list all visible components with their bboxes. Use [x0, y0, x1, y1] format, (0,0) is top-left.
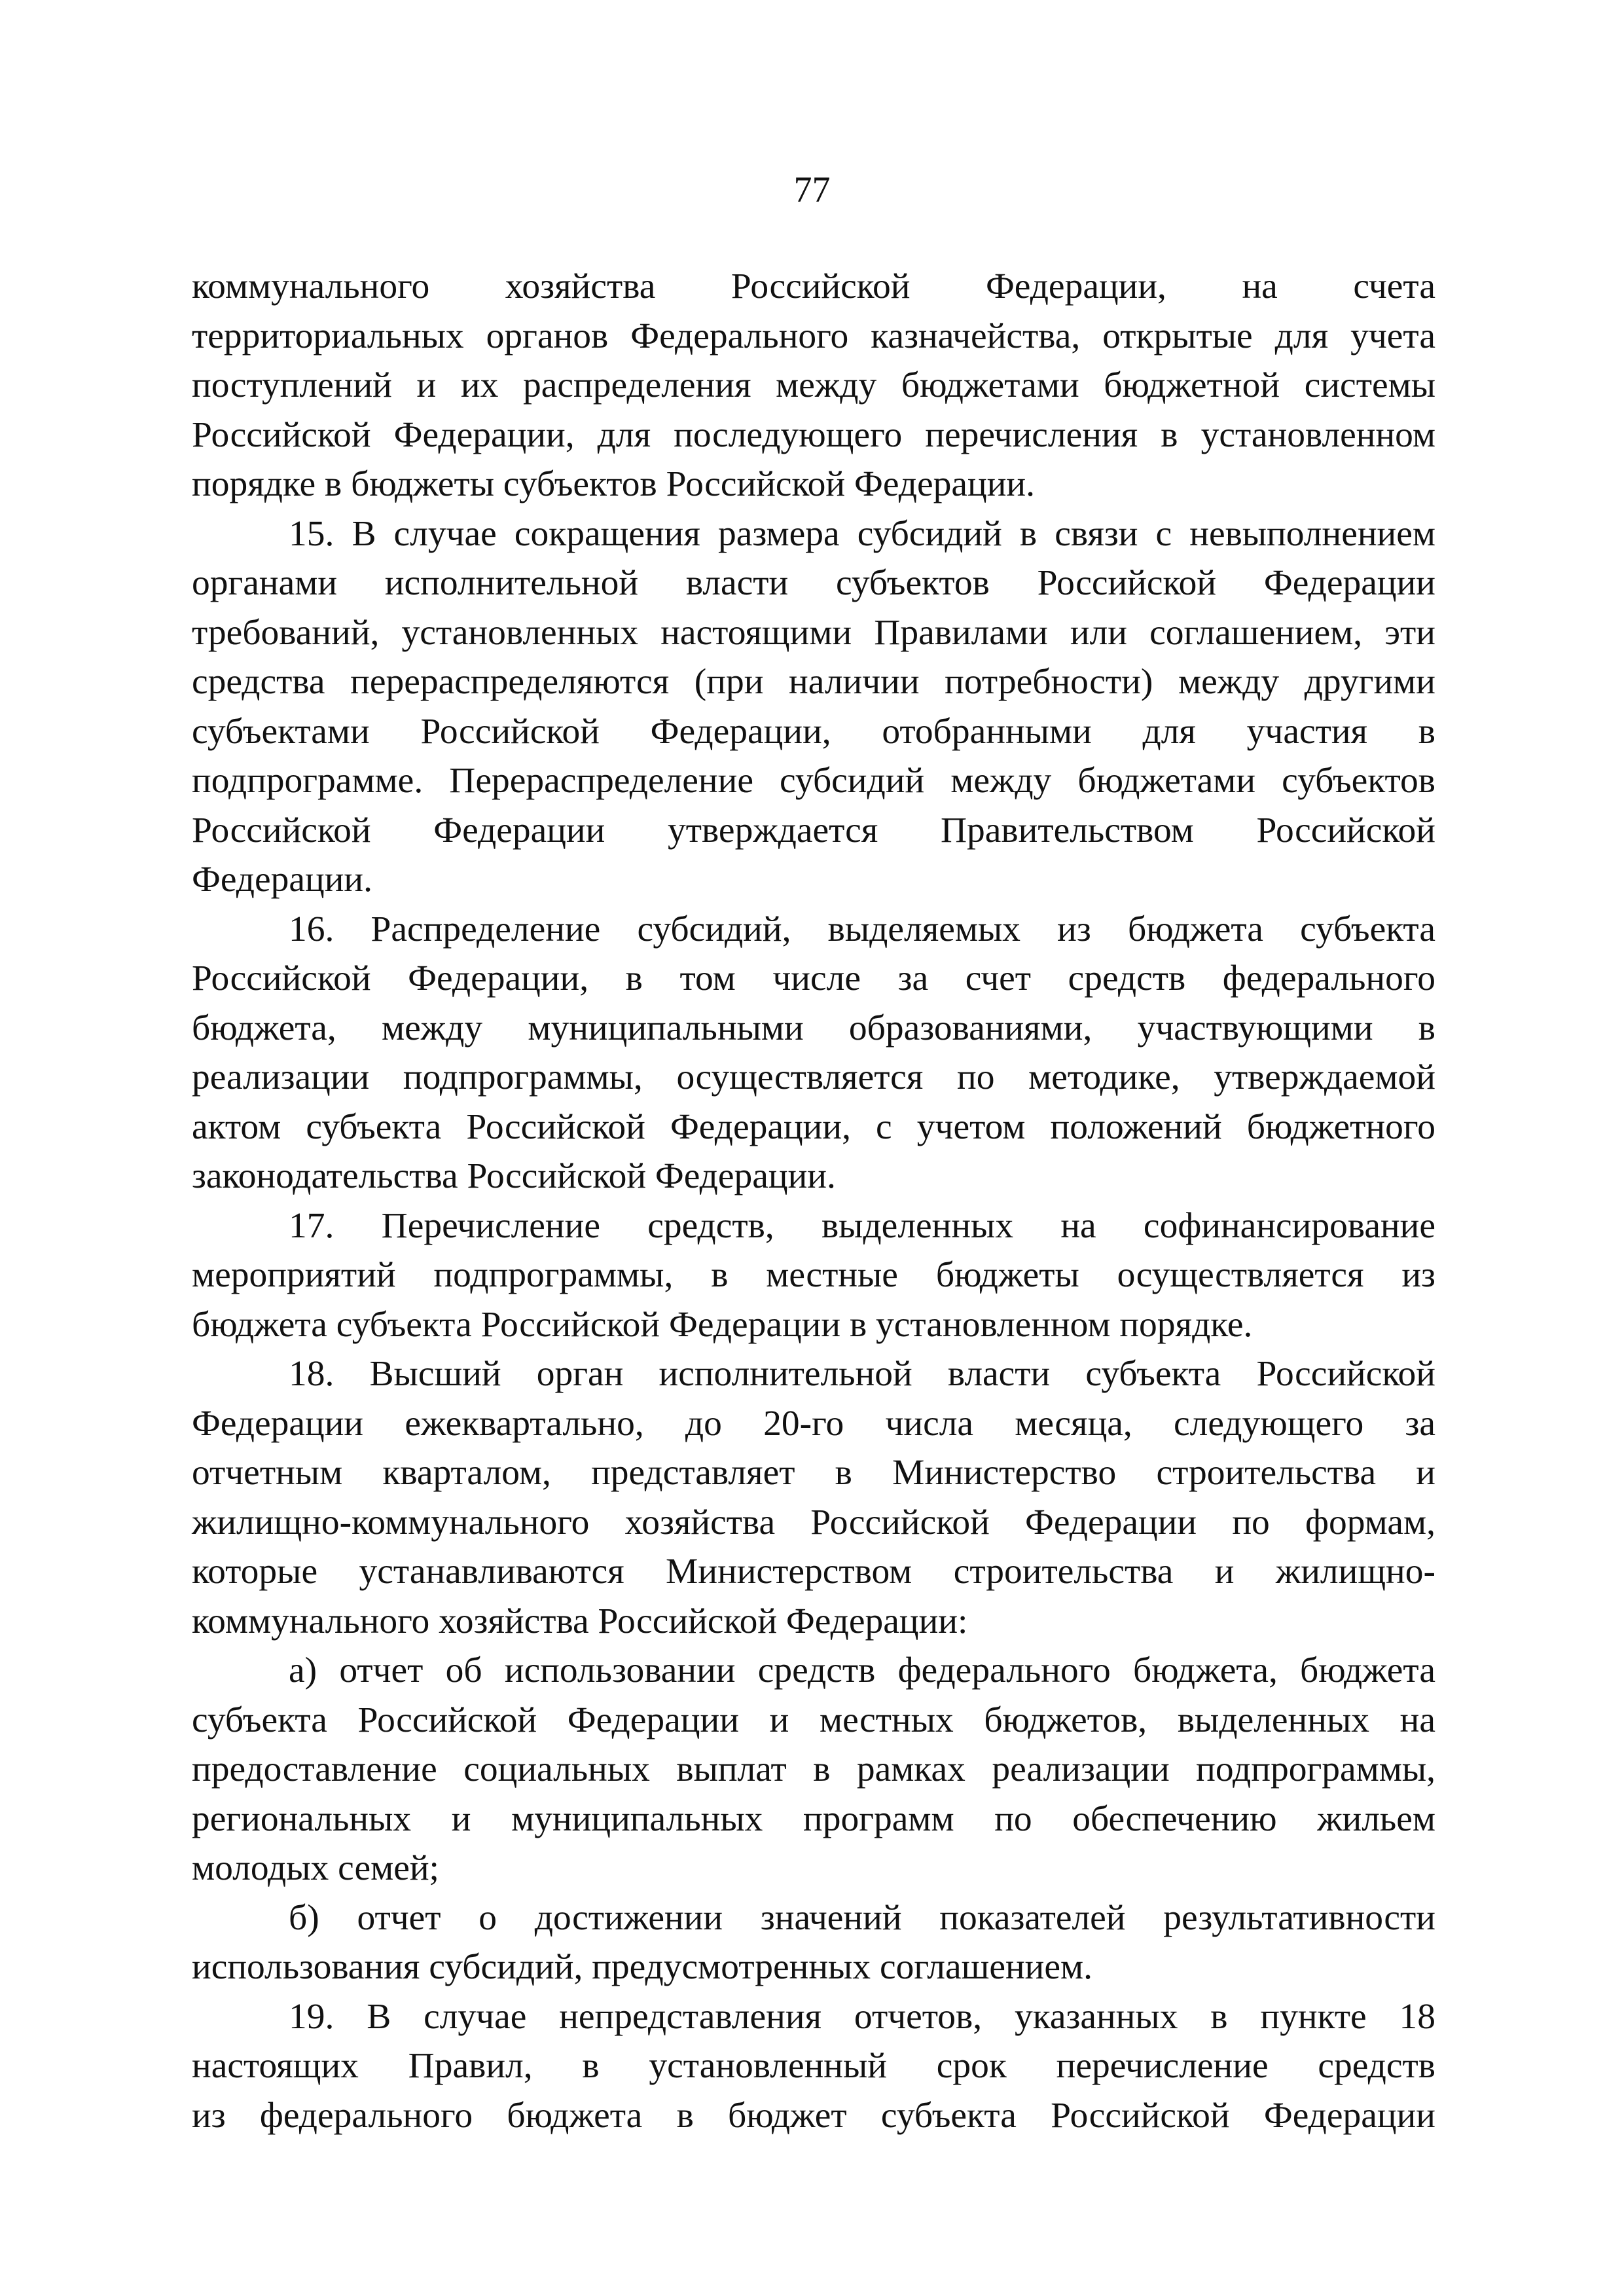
text-line: настоящих Правил, в установленный срок перечисление средств	[192, 2046, 1435, 2086]
text-line: 18. Высший орган исполнительной власти субъекта Российской	[289, 1354, 1435, 1394]
paragraph-continuation	[192, 262, 1435, 509]
text-line: территориальных органов Федерального казначейства, открытые для учета	[192, 316, 1435, 356]
paragraph-subitem-a	[192, 1646, 1435, 1893]
text-line: из федерального бюджета в бюджет субъекта Российской Федерации	[192, 2095, 1435, 2136]
paragraph-subitem-b	[192, 1893, 1435, 1992]
paragraph-item-15	[192, 509, 1435, 905]
text-line: Российской Федерации утверждается Правительством Российской	[192, 810, 1435, 850]
text-line: требований, установленных настоящими Правилами или соглашением, эти	[192, 612, 1435, 653]
text-line: жилищно-коммунального хозяйства Российской Федерации по формам,	[192, 1502, 1435, 1542]
paragraph-item-16	[192, 905, 1435, 1201]
text-line: подпрограмме. Перераспределение субсидий между бюджетами субъектов	[192, 761, 1435, 801]
text-line: законодательства Российской Федерации.	[192, 1156, 836, 1196]
text-line: Федерации.	[192, 860, 372, 900]
text-line: молодых семей;	[192, 1848, 439, 1888]
text-line: Российской Федерации, в том числе за счет средств федерального	[192, 958, 1435, 998]
paragraph-item-17	[192, 1201, 1435, 1350]
text-line: предоставление социальных выплат в рамках реализации подпрограммы,	[192, 1749, 1435, 1789]
text-line: региональных и муниципальных программ по обеспечению жильем	[192, 1798, 1435, 1839]
text-line: актом субъекта Российской Федерации, с учетом положений бюджетного	[192, 1106, 1435, 1147]
text-line: б) отчет о достижении значений показателей результативности	[289, 1897, 1435, 1938]
paragraph-item-19	[192, 1992, 1435, 2141]
text-line: субъектами Российской Федерации, отобранными для участия в	[192, 711, 1435, 752]
text-line: Российской Федерации, для последующего перечисления в установленном	[192, 414, 1435, 455]
text-line: 19. В случае непредставления отчетов, указанных в пункте 18	[289, 1996, 1435, 2037]
text-line: бюджета субъекта Российской Федерации в установленном порядке.	[192, 1304, 1253, 1345]
text-line: бюджета, между муниципальными образованиями, участвующими в	[192, 1008, 1435, 1048]
text-line: Федерации ежеквартально, до 20-го числа месяца, следующего за	[192, 1403, 1435, 1444]
text-line: коммунального хозяйства Российской Федерации, на счета	[192, 266, 1435, 306]
text-line: отчетным кварталом, представляет в Министерство строительства и	[192, 1453, 1435, 1493]
text-line: мероприятий подпрограммы, в местные бюджеты осуществляется из	[192, 1255, 1435, 1295]
paragraph-item-18	[192, 1349, 1435, 1646]
text-line: 16. Распределение субсидий, выделяемых из бюджета субъекта	[289, 909, 1435, 949]
text-line: порядке в бюджеты субъектов Российской Федерации.	[192, 464, 1035, 504]
text-line: поступлений и их распределения между бюджетами бюджетной системы	[192, 365, 1435, 405]
text-line: которые устанавливаются Министерством строительства и жилищно-	[192, 1552, 1435, 1592]
text-line: реализации подпрограммы, осуществляется по методике, утверждаемой	[192, 1057, 1435, 1097]
text-line: средства перераспределяются (при наличии потребности) между другими	[192, 662, 1435, 702]
text-line: 17. Перечисление средств, выделенных на софинансирование	[289, 1205, 1435, 1246]
text-line: субъекта Российской Федерации и местных бюджетов, выделенных на	[192, 1700, 1435, 1740]
text-line: использования субсидий, предусмотренных соглашением.	[192, 1947, 1093, 1987]
document-body	[192, 262, 1435, 2140]
text-line: органами исполнительной власти субъектов Российской Федерации	[192, 563, 1435, 603]
page-number: 77	[793, 170, 831, 210]
text-line: коммунального хозяйства Российской Федерации:	[192, 1601, 968, 1641]
text-line: 15. В случае сокращения размера субсидий в связи с невыполнением	[289, 513, 1435, 554]
text-line: а) отчет об использовании средств федерального бюджета, бюджета	[289, 1650, 1435, 1690]
